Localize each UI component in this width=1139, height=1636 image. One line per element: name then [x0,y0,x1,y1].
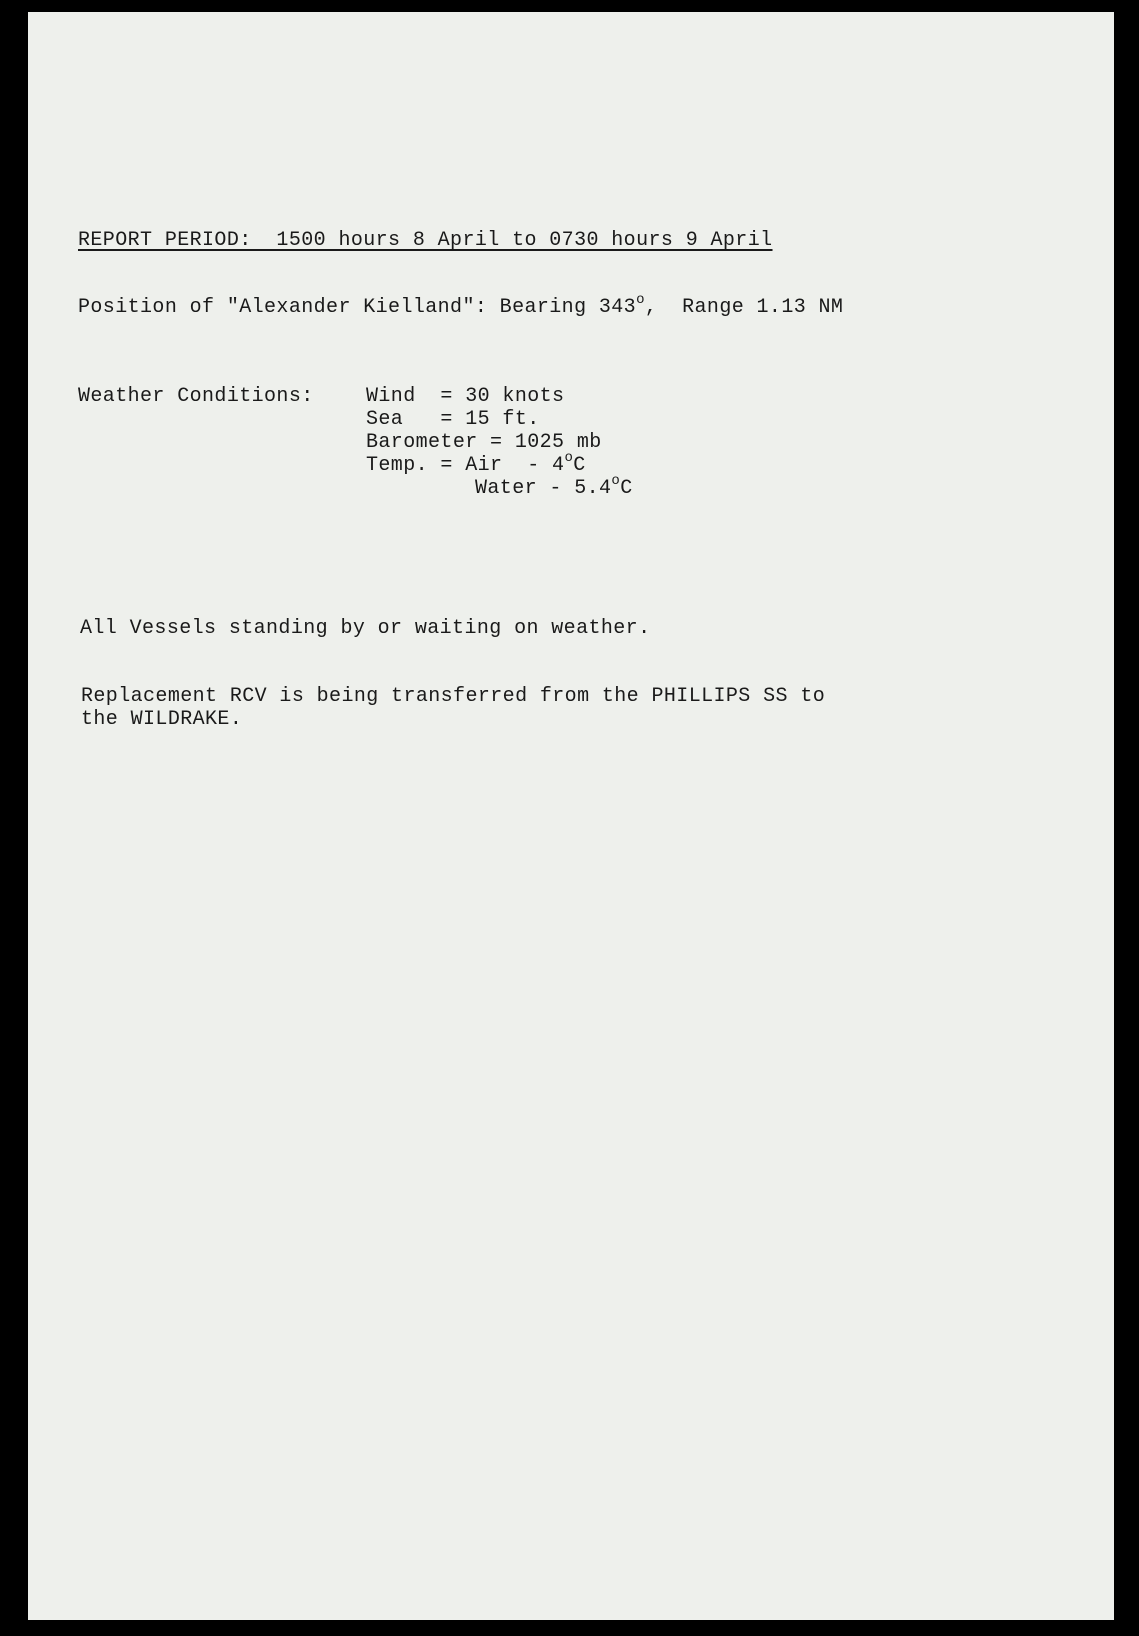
weather-heading: Weather Conditions: [78,385,314,408]
degree-symbol: o [611,473,621,489]
replacement-line-1: Replacement RCV is being transferred from the PHILLIPS SS to [81,685,826,708]
weather-sea: Sea = 15 ft. [366,408,540,431]
position-line [78,292,844,319]
temp-air-unit: C [573,454,586,477]
replacement-line-2: the WILDRAKE. [81,708,243,731]
report-period-heading: REPORT PERIOD: 1500 hours 8 April to 0730 hours 9 April [78,229,773,252]
weather-barometer: Barometer = 1025 mb [366,431,602,454]
weather-temp-water [475,473,633,500]
document-page [28,12,1114,1620]
degree-symbol: o [636,292,645,308]
degree-symbol: o [564,450,574,466]
temp-water-unit: C [620,477,633,500]
weather-wind: Wind = 30 knots [366,385,565,408]
temp-air-text: Temp. = Air - 4 [366,454,565,477]
position-text: Position of "Alexander Kielland": Bearing 343 [78,296,637,319]
vessels-status: All Vessels standing by or waiting on weather. [80,617,651,640]
position-range: , Range 1.13 NM [644,296,844,319]
temp-water-text: Water - 5.4 [475,477,612,500]
weather-temp-air [366,450,586,477]
